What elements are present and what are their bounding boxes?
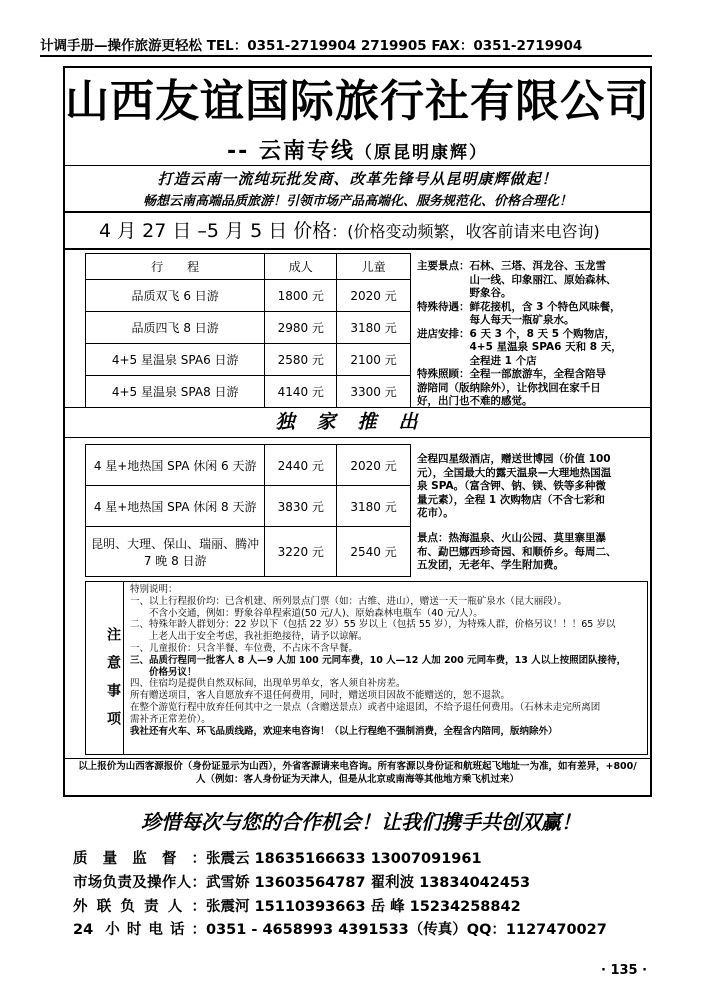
contact-row	[73, 919, 607, 943]
route-name: 4 星+地热国 SPA 休闲 6 天游	[86, 445, 265, 486]
detail-line: 4+5 星温泉 SPA6 天和 8 天，	[417, 341, 622, 353]
note-line: 一、以上行程报价均：已含机建、所列景点门票（如：古维、进山），赠送一天一瓶矿泉水（昆大丽段）。	[130, 595, 568, 607]
company-title: 山西友谊国际旅行社有限公司	[65, 76, 650, 127]
exclusive-tengchong-details	[417, 532, 649, 573]
price-table-standard	[85, 253, 411, 408]
contact-value: 0351 - 4658993 4391533（传真）QQ：1127470027	[206, 922, 607, 939]
main-frame	[63, 66, 652, 797]
detail-line: 花市）。	[417, 507, 454, 519]
divider	[65, 758, 650, 759]
contact-value: 张震河 15110393663 岳 峰 15234258842	[206, 898, 521, 915]
route-name: 品质四飞 8 日游	[86, 312, 265, 344]
detail-line: 量元素），全程 1 次购物店（不含七彩和	[417, 493, 605, 506]
adult-price: 3830 元	[265, 486, 337, 527]
adult-price: 3220 元	[265, 527, 337, 577]
price-table-exclusive	[85, 444, 411, 577]
contact-label: 市场负责及操作人：	[73, 874, 206, 891]
header-itinerary: 行 程	[86, 254, 265, 280]
route-name: 4 星+地热国 SPA 休闲 8 天游	[86, 486, 265, 527]
divider	[65, 165, 650, 166]
subtitle-main: -- 云南专线	[227, 139, 355, 164]
divider	[65, 437, 650, 438]
notes-box	[85, 581, 648, 755]
table-row	[86, 486, 411, 527]
detail-line: 特殊照顾：全程一部旅游车，全程含陪导	[417, 368, 606, 380]
note-line: 不含小交通，例如：野象谷单程索道(50 元/人)、原始森林电瓶车（40 元/人）。	[130, 607, 483, 619]
route-name: 昆明、大理、保山、瑞丽、腾冲 7 晚 8 日游	[86, 527, 265, 577]
divider	[65, 248, 650, 250]
closing-slogan: 珍惜每次与您的合作机会！让我们携手共创双赢！	[141, 810, 581, 834]
table-row	[86, 445, 411, 486]
table-row	[86, 312, 411, 344]
note-line: 四、住宿均是提供自然双标间，出现单男单女，客人须自补房差。	[130, 678, 406, 690]
route-name: 4+5 星温泉 SPA8 日游	[86, 376, 265, 408]
divider	[65, 211, 650, 213]
price-date: 4 月 27 日 –5 月 5 日 价格	[99, 220, 332, 242]
contact-row	[73, 848, 607, 872]
detail-line: 野象谷。	[417, 287, 512, 299]
note-line: 需补齐正常差价）。	[130, 713, 211, 725]
detail-line: 全程进 1 个店	[417, 354, 537, 367]
child-price: 2100 元	[337, 344, 411, 376]
contact-label: 外联负责人：	[73, 898, 206, 915]
contact-value: 武雪娇 13603564787 翟利波 13834042453	[206, 874, 531, 891]
standard-tour-details	[417, 260, 649, 409]
table-row	[86, 344, 411, 376]
detail-line: 每人每天一瓶矿泉水。	[417, 314, 575, 326]
detail-line: 山一线、印象丽江、原始森林、	[417, 273, 617, 286]
adult-price: 2580 元	[265, 344, 337, 376]
note-line: 在整个游览行程中放弃任何其中之一景点（含赠送景点）或者中途退团，不给予退任何费用。（石林未走完所离团	[130, 701, 601, 713]
table-row	[86, 280, 411, 312]
detail-line: 元），全国最大的露天温泉—大理地热国温	[417, 466, 612, 479]
detail-line: 全程四星级酒店，赠送世博园（价值 100	[417, 453, 611, 465]
detail-line: 进店安排：6 天 3 个，8 天 5 个购物店，	[417, 327, 616, 340]
child-price: 3180 元	[337, 312, 411, 344]
adult-price: 4140 元	[265, 376, 337, 408]
exclusive-heading: 独家推出	[275, 411, 440, 433]
contact-label: 24 小时电话：	[73, 922, 206, 939]
route-name: 品质双飞 6 日游	[86, 280, 265, 312]
table-row	[86, 376, 411, 408]
detail-line: 游陪同（版纳除外），让你找回在家千日	[417, 381, 601, 394]
note-line: 一、儿童报价：只含半餐、车位费，不占床不含早餐。	[130, 642, 359, 654]
note-line: 特别说明：	[130, 584, 178, 595]
detail-line: 景点：热海温泉、火山公园、莫里寨里瀑	[417, 532, 606, 544]
exclusive-spa-details	[417, 453, 649, 521]
detail-line: 泉 SPA。（富含钾、钠、镁、铁等多种微	[417, 480, 606, 492]
contact-label: 质量监督：	[73, 851, 206, 867]
detail-line: 主要景点：石林、三塔、洱龙谷、玉龙雪	[417, 260, 606, 272]
route-name: 4+5 星温泉 SPA6 日游	[86, 344, 265, 376]
child-price: 3300 元	[337, 376, 411, 408]
contact-value: 张震云 18635166633 13007091961	[206, 851, 482, 867]
bottom-note: 以上报价为山西客源报价（身份证显示为山西），外省客源请来电咨询。所有客源以身份证和航班起飞地址一为准，如有差异，+800/人（例如：客人身份证为天津人，但是从北京或南海等其他地方乘飞机过来）	[78, 761, 637, 785]
note-line: 价格另议！	[130, 666, 197, 678]
note-line: 二、特殊年龄人群划分：22 岁以下（包括 22 岁）55 岁以上（包括 55 岁），为特殊人群，价格另议！！！65 岁以	[130, 619, 616, 631]
detail-line: 布、勐巴娜西珍奇园、和顺侨乡。每周二、	[417, 545, 617, 558]
detail-line: 五发团，无老年、学生附加费。	[417, 559, 564, 571]
subtitle-paren: （原昆明康辉）	[354, 143, 488, 163]
slogan-primary: 打造云南一流纯玩批发商、改革先锋号从昆明康辉做起！	[157, 170, 558, 188]
child-price: 2020 元	[337, 280, 411, 312]
contact-row	[73, 872, 607, 896]
price-heading	[99, 216, 600, 243]
adult-price: 1800 元	[265, 280, 337, 312]
note-line: 三、品质行程同一批客人 8 人—9 人加 100 元同车费，10 人—12 人加 200 元同车费，13 人以上按照团队接待，	[130, 654, 627, 666]
page-number: · 135 ·	[601, 963, 648, 978]
adult-price: 2440 元	[265, 445, 337, 486]
note-line: 上老人出于安全考虑，我社拒绝接待，请予以谅解。	[130, 631, 368, 643]
table-row	[86, 527, 411, 577]
detail-line: 好，出门也不难的感觉。	[417, 395, 533, 407]
price-note: ：(价格变动频繁，收客前请来电咨询)	[331, 222, 600, 241]
subtitle	[65, 134, 650, 165]
child-price: 2020 元	[337, 445, 411, 486]
adult-price: 2980 元	[265, 312, 337, 344]
child-price: 2540 元	[337, 527, 411, 577]
header-child: 儿童	[337, 254, 411, 280]
note-line: 所有赠送项目，客人自愿放弃不退任何费用，同时，赠送项目因故不能赠送的，恕不退款。	[130, 690, 511, 702]
header-divider	[40, 55, 652, 57]
child-price: 3180 元	[337, 486, 411, 527]
notes-text	[130, 584, 645, 737]
table-header-row	[86, 254, 411, 280]
contact-row	[73, 896, 607, 920]
note-line: 我社还有火车、环飞品质线路，欢迎来电咨询！（以上行程绝不强制消费，全程含内陪同，版纳除外）	[130, 725, 558, 737]
notes-label: 注意事项	[86, 582, 124, 754]
header-adult: 成人	[265, 254, 337, 280]
detail-line: 特殊待遇：鲜花接机，含 3 个特色风味餐，	[417, 300, 621, 313]
slogan-secondary: 畅想云南高端品质旅游！引领市场产品高端化、服务规范化、价格合理化！	[142, 194, 572, 209]
header-line: 计调手册—操作旅游更轻松 TEL：0351-2719904 2719905 FAX：0351-2719904	[40, 38, 583, 54]
contact-block	[73, 848, 607, 943]
